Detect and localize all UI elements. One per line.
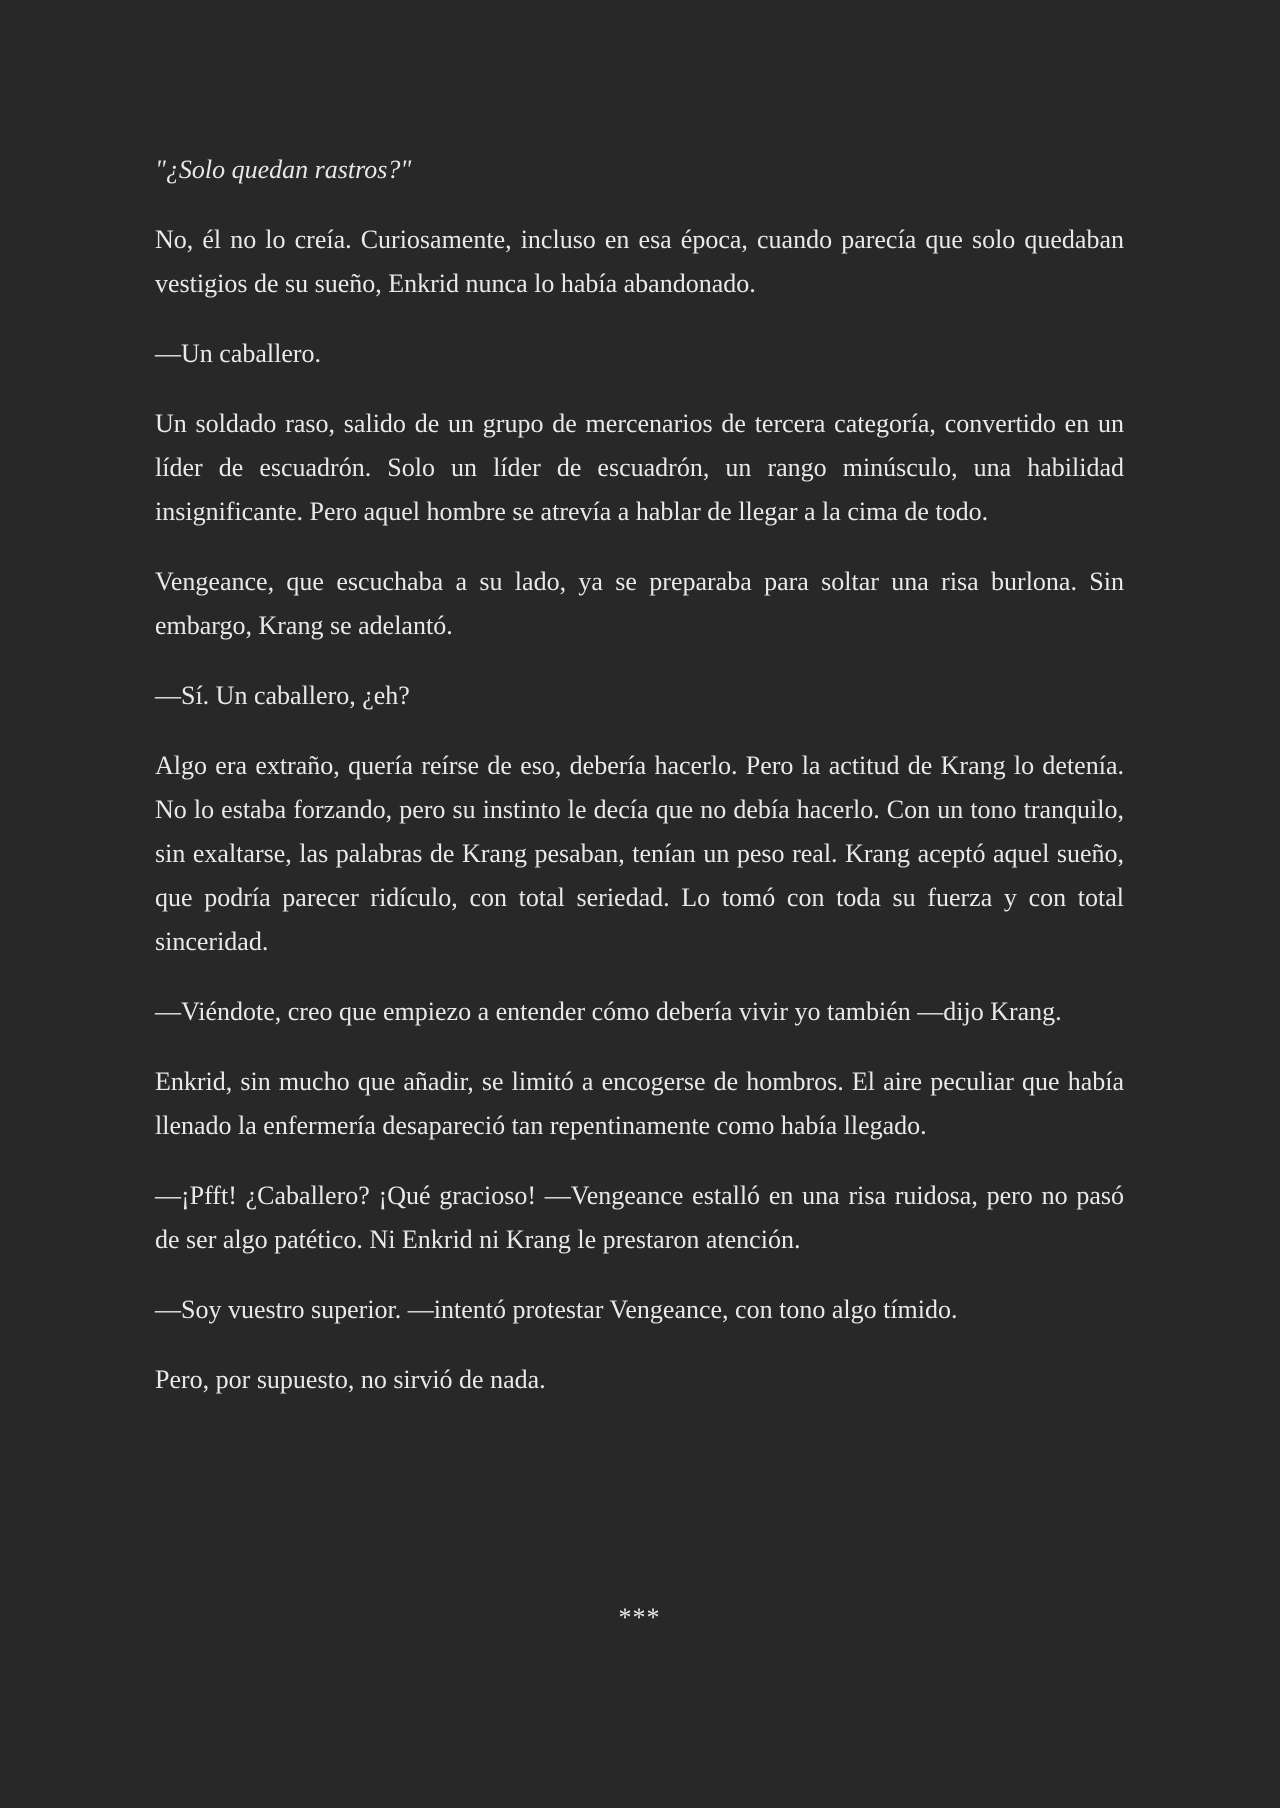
paragraph-dialogue: —Soy vuestro superior. —intentó protestar Vengeance, con tono algo tímido. [155,1295,958,1324]
paragraph-dialogue: —¡Pfft! ¿Caballero? ¡Qué gracioso! —Vengeance estalló en una risa ruidosa, pero no pasó de ser algo patético. Ni Enkrid ni Krang le prestaron atención. [155,1181,1124,1254]
paragraph-thought: "¿Solo quedan rastros?" [155,155,412,184]
paragraph-dialogue: —Viéndote, creo que empiezo a entender cómo debería vivir yo también —dijo Krang. [155,997,1062,1026]
paragraph: Enkrid, sin mucho que añadir, se limitó a encogerse de hombros. El aire peculiar que había llenado la enfermería desapareció tan repentinamente como había llegado. [155,1067,1124,1140]
paragraph: Algo era extraño, quería reírse de eso, debería hacerlo. Pero la actitud de Krang lo detenía. No lo estaba forzando, pero su instinto le decía que no debía hacerlo. Con un tono tranquilo, sin exaltarse, las palabras de Krang pesaban, tenían un peso real. Krang aceptó aquel sueño, que podría parecer ridículo, con total seriedad. Lo tomó con toda su fuerza y con total sinceridad. [155,751,1124,956]
paragraph-dialogue: —Un caballero. [155,339,322,368]
paragraph: Vengeance, que escuchaba a su lado, ya se preparaba para soltar una risa burlona. Sin embargo, Krang se adelantó. [155,567,1124,640]
scene-separator: *** [618,1603,661,1632]
paragraph: No, él no lo creía. Curiosamente, incluso en esa época, cuando parecía que solo quedaban vestigios de su sueño, Enkrid nunca lo había abandonado. [155,225,1124,298]
paragraph-dialogue: —Sí. Un caballero, ¿eh? [155,681,410,710]
paragraph: Pero, por supuesto, no sirvió de nada. [155,1365,546,1394]
document-body [155,148,1124,1428]
paragraph: Un soldado raso, salido de un grupo de mercenarios de tercera categoría, convertido en un líder de escuadrón. Solo un líder de escuadrón, un rango minúsculo, una habilidad insignificante. Pero aquel hombre se atrevía a hablar de llegar a la cima de todo. [155,409,1124,526]
